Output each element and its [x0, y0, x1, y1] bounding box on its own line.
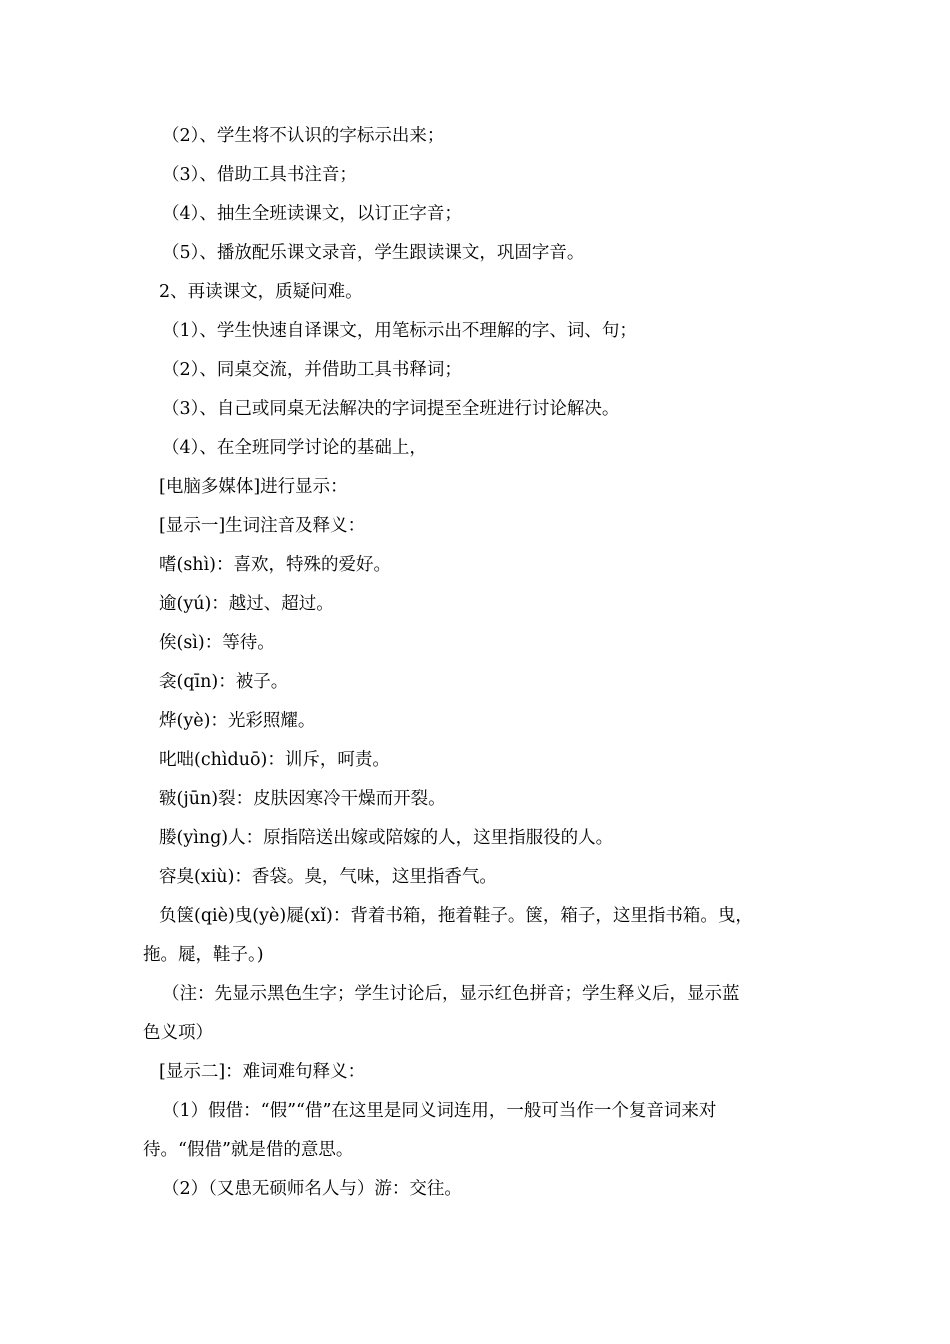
paragraph-line: （5）、播放配乐课文录音，学生跟读课文，巩固字音。 [162, 243, 585, 263]
vocab-entry: 烨(yè)：光彩照耀。 [159, 711, 316, 731]
document-body [143, 117, 810, 1209]
paragraph-line: （3）、自己或同桌无法解决的字词提至全班进行讨论解决。 [162, 399, 620, 419]
note-line-continued: 色义项） [143, 1023, 213, 1043]
vocab-entry: 叱咄(chìduō)：训斥，呵责。 [159, 750, 390, 770]
vocab-entry: 负箧(qiè)曳(yè)屣(xǐ)：背着书箱，拖着鞋子。箧，箱子，这里指书箱。曳， [159, 906, 753, 926]
vocab-entry: 皲(jūn)裂：皮肤因寒冷干燥而开裂。 [159, 789, 446, 809]
paragraph-line-continued: 待。“假借”就是借的意思。 [143, 1140, 354, 1160]
vocab-entry: 嗜(shì)：喜欢，特殊的爱好。 [159, 555, 392, 575]
paragraph-line: [电脑多媒体]进行显示： [159, 477, 348, 497]
section-heading: 2、再读课文，质疑问难。 [159, 282, 363, 302]
paragraph-line: （1）、学生快速自译课文，用笔标示出不理解的字、词、句； [162, 321, 637, 341]
display-heading: [显示二]：难词难句释义： [159, 1062, 366, 1082]
paragraph-line: （2）、学生将不认识的字标示出来； [162, 126, 445, 146]
paragraph-line: （1）假借：“假”“借”在这里是同义词连用，一般可当作一个复音词来对 [162, 1101, 717, 1121]
paragraph-line: （2）（又患无硕师名人与）游：交往。 [162, 1179, 462, 1199]
vocab-entry: 逾(yú)：越过、超过。 [159, 594, 334, 614]
paragraph-line: （4）、抽生全班读课文，以订正字音； [162, 204, 462, 224]
note-line: （注：先显示黑色生字；学生讨论后，显示红色拼音；学生释义后，显示蓝 [162, 984, 740, 1004]
vocab-entry: 媵(yìng)人：原指陪送出嫁或陪嫁的人，这里指服役的人。 [159, 828, 614, 848]
vocab-entry-continued: 拖。屣，鞋子。) [143, 945, 264, 965]
paragraph-line: （4）、在全班同学讨论的基础上， [162, 438, 427, 458]
vocab-entry: 容臭(xiù)：香袋。臭，气味，这里指香气。 [159, 867, 497, 887]
paragraph-line: （2）、同桌交流，并借助工具书释词； [162, 360, 462, 380]
vocab-entry: 俟(sì)：等待。 [159, 633, 275, 653]
vocab-entry: 衾(qīn)：被子。 [159, 672, 289, 692]
paragraph-line: （3）、借助工具书注音； [162, 165, 357, 185]
display-heading: [显示一]生词注音及释义： [159, 516, 366, 536]
